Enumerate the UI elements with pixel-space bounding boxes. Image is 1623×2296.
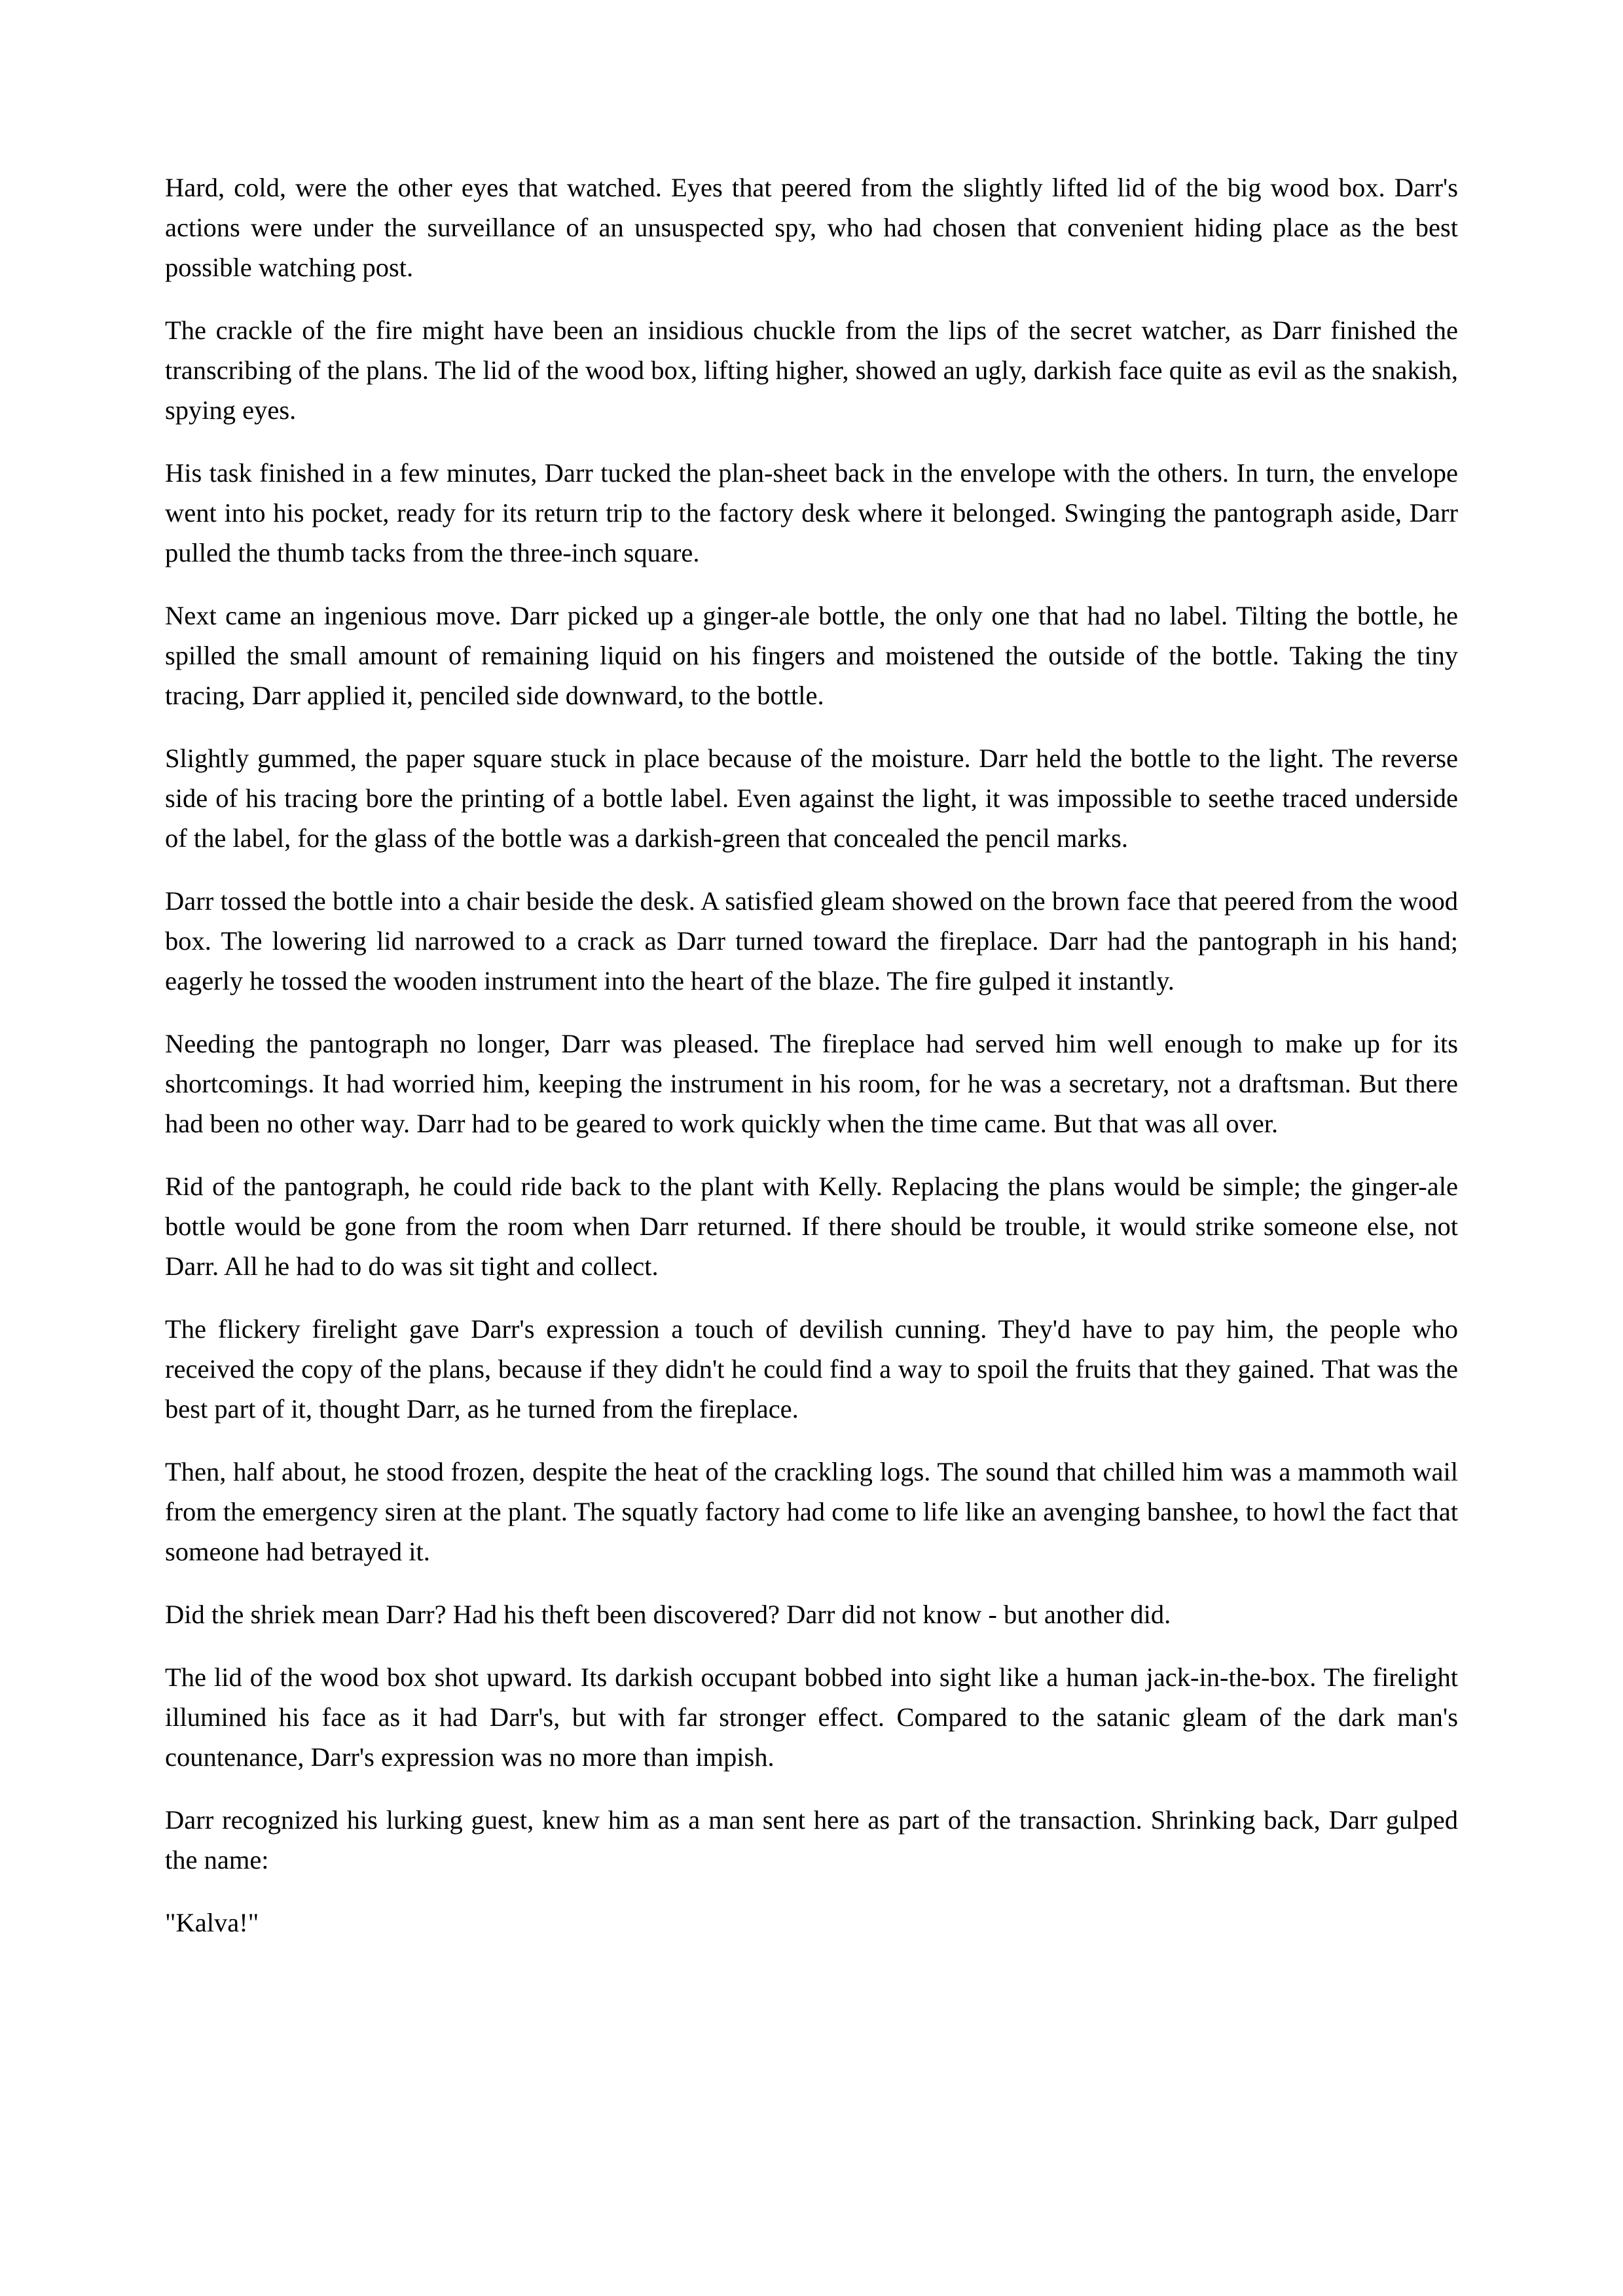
body-text <box>165 168 1458 1965</box>
paragraph: Hard, cold, were the other eyes that watched. Eyes that peered from the slightly lifted lid of the big wood box. Darr's actions were under the surveillance of an unsuspected spy, who had chosen that convenient hiding place as the best possible watching post. <box>165 173 1458 282</box>
paragraph: His task finished in a few minutes, Darr tucked the plan-sheet back in the envelope with the others. In turn, the envelope went into his pocket, ready for its return trip to the factory desk where it belonged. Swinging the pantograph aside, Darr pulled the thumb tacks from the three-inch square. <box>165 458 1458 567</box>
paragraph: "Kalva!" <box>165 1908 259 1937</box>
paragraph: The lid of the wood box shot upward. Its darkish occupant bobbed into sight like a human jack-in-the-box. The firelight illumined his face as it had Darr's, but with far stronger effect. Compared to the satanic gleam of the dark man's countenance, Darr's expression was no more than impish. <box>165 1662 1458 1772</box>
paragraph: The flickery firelight gave Darr's expression a touch of devilish cunning. They'd have to pay him, the people who received the copy of the plans, because if they didn't he could find a way to spoil the fruits that they gained. That was the best part of it, thought Darr, as he turned from the fireplace. <box>165 1314 1458 1424</box>
paragraph: Needing the pantograph no longer, Darr was pleased. The fireplace had served him well enough to make up for its shortcomings. It had worried him, keeping the instrument in his room, for he was a secretary, not a draftsman. But there had been no other way. Darr had to be geared to work quickly when the time came. But that was all over. <box>165 1029 1458 1138</box>
paragraph: Did the shriek mean Darr? Had his theft been discovered? Darr did not know - but another did. <box>165 1600 1171 1629</box>
paragraph: Darr tossed the bottle into a chair beside the desk. A satisfied gleam showed on the brown face that peered from the wood box. The lowering lid narrowed to a crack as Darr turned toward the fireplace. Darr had the pantograph in his hand; eagerly he tossed the wooden instrument into the heart of the blaze. The fire gulped it instantly. <box>165 886 1458 996</box>
paragraph: The crackle of the fire might have been an insidious chuckle from the lips of the secret watcher, as Darr finished the transcribing of the plans. The lid of the wood box, lifting higher, showed an ugly, darkish face quite as evil as the snakish, spying eyes. <box>165 315 1458 425</box>
paragraph: Slightly gummed, the paper square stuck in place because of the moisture. Darr held the bottle to the light. The reverse side of his tracing bore the printing of a bottle label. Even against the light, it was impossible to seethe traced underside of the label, for the glass of the bottle was a darkish-green that concealed the pencil marks. <box>165 744 1458 853</box>
paragraph: Next came an ingenious move. Darr picked up a ginger-ale bottle, the only one that had no label. Tilting the bottle, he spilled the small amount of remaining liquid on his fingers and moistened the outside of the bottle. Taking the tiny tracing, Darr applied it, penciled side downward, to the bottle. <box>165 601 1458 710</box>
paragraph: Rid of the pantograph, he could ride back to the plant with Kelly. Replacing the plans would be simple; the ginger-ale bottle would be gone from the room when Darr returned. If there should be trouble, it would strike someone else, not Darr. All he had to do was sit tight and collect. <box>165 1172 1458 1281</box>
paragraph: Then, half about, he stood frozen, despite the heat of the crackling logs. The sound that chilled him was a mammoth wail from the emergency siren at the plant. The squatly factory had come to life like an avenging banshee, to howl the fact that someone had betrayed it. <box>165 1457 1458 1566</box>
paragraph: Darr recognized his lurking guest, knew him as a man sent here as part of the transaction. Shrinking back, Darr gulped the name: <box>165 1805 1458 1874</box>
